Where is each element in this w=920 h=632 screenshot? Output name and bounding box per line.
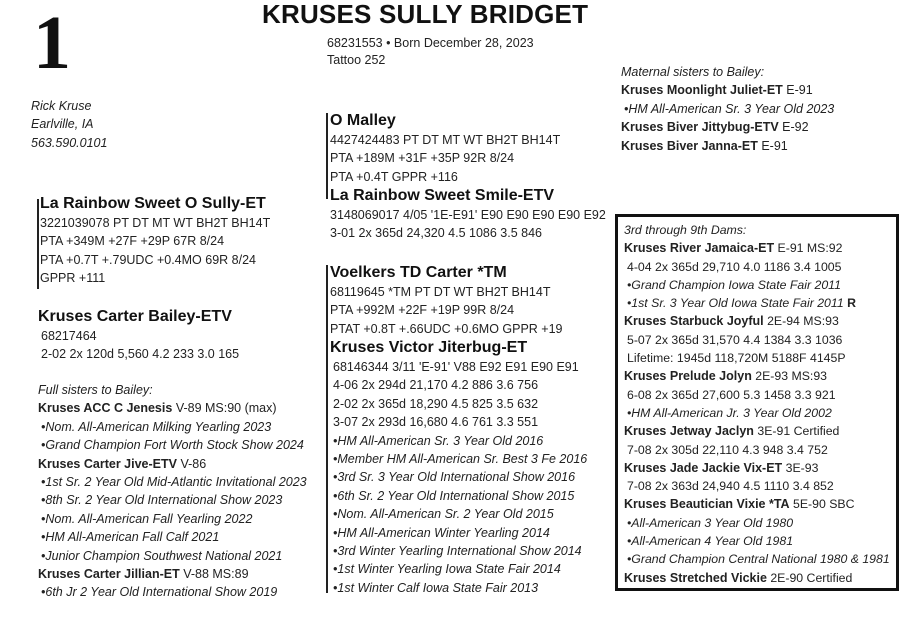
honor-line: •Member HM All-American Sr. Best 3 Fe 2016 xyxy=(333,452,588,467)
dam-of-dam-name: Kruses Victor Jiterbug-ET xyxy=(330,339,528,356)
dam-score: 3E-93 xyxy=(785,460,819,475)
honor-line: •3rd Winter Yearling International Show 2014 xyxy=(333,544,582,559)
dam-score: 3E-91 Certified xyxy=(757,424,840,439)
full-sisters xyxy=(38,381,307,602)
dam-score: 2E-94 MS:93 xyxy=(767,314,839,329)
sire-of-dam-line: PTAT +0.8T +.66UDC +0.6MO GPPR +19 xyxy=(330,321,563,336)
tattoo: Tattoo 252 xyxy=(327,53,386,67)
pedigree-bracket xyxy=(37,199,39,289)
honor-line: •Nom. All-American Sr. 2 Year Old 2015 xyxy=(333,507,554,522)
dam-of-dam-line: 3-07 2x 293d 16,680 4.6 761 3.3 551 xyxy=(333,415,539,430)
owner-info xyxy=(31,97,107,152)
honor-line: •6th Sr. 2 Year Old International Show 2015 xyxy=(333,488,575,503)
sister-name: Kruses Biver Jittybug-ETV xyxy=(621,120,779,135)
sire-of-calf-line: PTA +349M +27F +29P 67R 8/24 xyxy=(40,234,225,249)
honor-line: •1st Sr. 2 Year Old Mid-Atlantic Invitational 2023 xyxy=(41,475,307,490)
honor-line: •HM All-American Sr. 3 Year Old 2016 xyxy=(333,433,544,448)
maternal-sisters-heading: Maternal sisters to Bailey: xyxy=(621,65,765,79)
honor-line: •HM All-American Fall Calf 2021 xyxy=(41,530,220,545)
dam-name: Kruses Stretched Vickie xyxy=(624,570,767,585)
maternal-sisters xyxy=(621,63,834,155)
sire-of-calf xyxy=(40,194,270,288)
dam-score: E-91 MS:92 xyxy=(777,241,843,256)
sister-name: Kruses ACC C Jenesis xyxy=(38,401,173,416)
sire-of-sire-line: 4427424483 PT DT MT WT BH2T BH14T xyxy=(330,133,561,147)
dam-of-sire-line: 3-01 2x 365d 24,320 4.5 1086 3.5 846 xyxy=(330,226,542,241)
honor-line: •3rd Sr. 3 Year Old International Show 2016 xyxy=(333,470,576,485)
sire-of-dam xyxy=(330,263,563,338)
sire-of-sire-line: PTA +0.4T GPPR +116 xyxy=(330,169,458,184)
dam-score: 2E-90 Certified xyxy=(770,570,853,585)
sister-name: Kruses Carter Jive-ETV xyxy=(38,456,177,471)
dam-name: Kruses Prelude Jolyn xyxy=(624,369,752,384)
sister-name: Kruses Biver Janna-ET xyxy=(621,138,758,153)
pedigree-bracket xyxy=(326,265,328,593)
honor-line: •1st Winter Calf Iowa State Fair 2013 xyxy=(333,580,539,595)
dam-of-calf-line: 68217464 xyxy=(41,329,97,343)
dam-record: Lifetime: 1945d 118,720M 5188F 4145P xyxy=(627,351,846,366)
dam-name: Kruses Jetway Jaclyn xyxy=(624,424,754,439)
dam-of-dam-line: 4-06 2x 294d 21,170 4.2 886 3.6 756 xyxy=(333,378,539,393)
sister-name: Kruses Carter Jillian-ET xyxy=(38,567,180,582)
sister-name: Kruses Moonlight Juliet-ET xyxy=(621,83,783,98)
dam-of-calf-line: 2-02 2x 120d 5,560 4.2 233 3.0 165 xyxy=(41,347,240,362)
sire-of-calf-line: 3221039078 PT DT MT WT BH2T BH14T xyxy=(40,216,271,230)
sister-score: E-92 xyxy=(782,120,809,135)
sire-of-sire-name: O Malley xyxy=(330,112,396,129)
sister-score: V-86 xyxy=(180,456,207,471)
sister-score: V-89 MS:90 (max) xyxy=(175,401,277,416)
honor-line: •Grand Champion Iowa State Fair 2011 xyxy=(627,277,841,292)
sire-of-sire xyxy=(330,111,560,186)
sire-of-calf-line: GPPR +111 xyxy=(40,271,106,286)
dam-record: 4-04 2x 365d 29,710 4.0 1186 3.4 1005 xyxy=(627,259,842,274)
sire-of-dam-name: Voelkers TD Carter *TM xyxy=(330,264,507,281)
owner-city: Earlville, IA xyxy=(31,117,94,132)
sire-of-calf-name: La Rainbow Sweet O Sully-ET xyxy=(40,195,266,212)
honor-line: •HM All-American Sr. 3 Year Old 2023 xyxy=(624,101,835,116)
honor-suffix: R xyxy=(847,296,856,311)
honor-line: •Junior Champion Southwest National 2021 xyxy=(41,548,283,563)
sister-score: E-91 xyxy=(761,138,788,153)
dam-of-calf-name: Kruses Carter Bailey-ETV xyxy=(38,308,232,325)
dam-of-sire-name: La Rainbow Sweet Smile-ETV xyxy=(330,187,555,204)
lot-number: 1 xyxy=(33,1,71,85)
dam-record: 7-08 2x 363d 24,940 4.5 1110 3.4 852 xyxy=(627,479,834,494)
dam-record: 7-08 2x 305d 22,110 4.3 948 3.4 752 xyxy=(627,442,828,457)
honor-line: •HM All-American Jr. 3 Year Old 2002 xyxy=(627,405,832,420)
dams-heading: 3rd through 9th Dams: xyxy=(624,223,747,237)
honor-line: •1st Sr. 3 Year Old Iowa State Fair 2011 xyxy=(627,296,844,311)
honor-line: •All-American 4 Year Old 1981 xyxy=(627,534,794,549)
dam-record: 6-08 2x 365d 27,600 5.3 1458 3.3 921 xyxy=(627,387,836,402)
dam-name: Kruses Jade Jackie Vix-ET xyxy=(624,460,783,475)
dam-record: 5-07 2x 365d 31,570 4.4 1384 3.3 1036 xyxy=(627,332,843,347)
sire-of-sire-line: PTA +189M +31F +35P 92R 8/24 xyxy=(330,151,515,166)
owner-phone: 563.590.0101 xyxy=(31,135,108,150)
owner-name: Rick Kruse xyxy=(31,99,92,113)
dam-of-dam-line: 68146344 3/11 'E-91' V88 E92 E91 E90 E91 xyxy=(333,360,579,374)
dam-name: Kruses River Jamaica-ET xyxy=(624,241,775,256)
honor-line: •Grand Champion Central National 1980 & 1981 xyxy=(627,552,890,567)
dam-score: 5E-90 SBC xyxy=(793,497,855,512)
honor-line: •HM All-American Winter Yearling 2014 xyxy=(333,525,550,540)
dam-score: 2E-93 MS:93 xyxy=(755,369,828,384)
sire-of-dam-line: 68119645 *TM PT DT WT BH2T BH14T xyxy=(330,285,551,299)
dam-of-calf xyxy=(38,307,239,364)
honor-line: •1st Winter Yearling Iowa State Fair 2014 xyxy=(333,562,561,577)
honor-line: •Nom. All-American Fall Yearling 2022 xyxy=(41,511,253,526)
dam-of-sire-line: 3148069017 4/05 '1E-E91' E90 E90 E90 E90 E92 xyxy=(330,208,606,222)
dams-list xyxy=(624,221,890,587)
animal-name: KRUSES SULLY BRIDGET xyxy=(262,0,589,29)
honor-line: •8th Sr. 2 Year Old International Show 2023 xyxy=(41,493,283,508)
sire-of-dam-line: PTA +992M +22F +19P 99R 8/24 xyxy=(330,303,515,318)
sister-score: V-88 MS:89 xyxy=(183,567,249,582)
honor-line: •Grand Champion Fort Worth Stock Show 2024 xyxy=(41,438,304,453)
sister-score: E-91 xyxy=(786,83,813,98)
dam-name: Kruses Beautician Vixie *TA xyxy=(624,497,790,512)
dam-of-dam-line: 2-02 2x 365d 18,290 4.5 825 3.5 632 xyxy=(333,396,539,411)
honor-line: •Nom. All-American Milking Yearling 2023 xyxy=(41,419,272,434)
full-sisters-heading: Full sisters to Bailey: xyxy=(38,383,153,397)
dam-of-sire xyxy=(330,186,606,243)
dam-name: Kruses Starbuck Joyful xyxy=(624,314,764,329)
sire-of-calf-line: PTA +0.7T +.79UDC +0.4MO 69R 8/24 xyxy=(40,252,256,267)
registration-line: 68231553 • Born December 28, 2023 xyxy=(327,36,534,50)
honor-line: •6th Jr 2 Year Old International Show 2019 xyxy=(41,585,278,600)
honor-line: •All-American 3 Year Old 1980 xyxy=(627,515,794,530)
pedigree-bracket xyxy=(326,113,328,199)
dam-of-dam xyxy=(330,338,587,597)
